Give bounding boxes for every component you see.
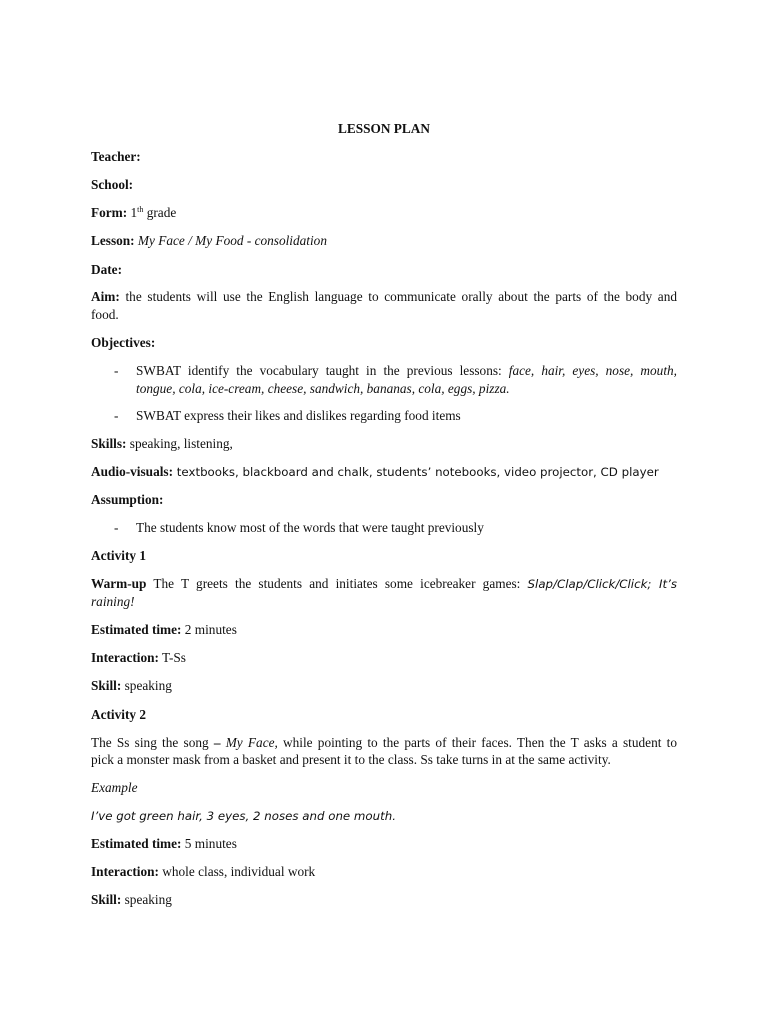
objective-2: SWBAT express their likes and dislikes regarding food items bbox=[136, 408, 461, 423]
activity-2-song: My Face, bbox=[220, 735, 278, 750]
activity-1-skill-value: speaking bbox=[121, 678, 172, 693]
form-grade-suffix: th bbox=[137, 205, 144, 214]
objective-1-words-1: face, hair, eyes, nose, mouth, bbox=[508, 363, 677, 378]
form-label: Form: bbox=[91, 205, 128, 220]
skills-line bbox=[91, 436, 233, 452]
assumption-item: The students know most of the words that were taught previously bbox=[136, 520, 484, 535]
audio-visuals-value: textbooks, blackboard and chalk, students’ notebooks, video projector, CD player bbox=[173, 465, 659, 479]
document-title: LESSON PLAN bbox=[338, 121, 430, 136]
activity-2-skill-label: Skill: bbox=[91, 892, 122, 907]
date-label: Date: bbox=[91, 262, 123, 277]
assumption-dash: - bbox=[114, 520, 119, 535]
skills-label: Skills: bbox=[91, 436, 127, 451]
activity-1-interaction-value: T-Ss bbox=[158, 650, 186, 665]
activity-2-time-value: 5 minutes bbox=[181, 836, 237, 851]
assumption-label: Assumption: bbox=[91, 492, 164, 507]
audio-visuals-label: Audio-visuals: bbox=[91, 464, 174, 479]
activity-2-time-line bbox=[91, 836, 237, 852]
activity-2-time-label: Estimated time: bbox=[91, 836, 182, 851]
warmup-games: Slap/Clap/Click/Click; It’s bbox=[527, 577, 677, 591]
activity-1-time-label: Estimated time: bbox=[91, 622, 182, 637]
activity-2-interaction-label: Interaction: bbox=[91, 864, 159, 879]
activity-1-time-line bbox=[91, 622, 237, 638]
activity-1-skill-line bbox=[91, 678, 172, 694]
activity-2-skill-value: speaking bbox=[121, 892, 172, 907]
objective-1-dash: - bbox=[114, 363, 119, 378]
objectives-label: Objectives: bbox=[91, 335, 156, 350]
activity-2-text-a: The Ss sing the song bbox=[91, 735, 214, 750]
lesson-line bbox=[91, 233, 327, 249]
teacher-label: Teacher: bbox=[91, 149, 141, 164]
activity-2-line-1 bbox=[91, 735, 677, 751]
activity-2-dash: – bbox=[213, 735, 221, 750]
objective-2-dash: - bbox=[114, 408, 119, 423]
warmup-line-2: raining! bbox=[91, 594, 135, 609]
example-label: Example bbox=[91, 780, 138, 795]
form-line bbox=[91, 205, 176, 221]
aim-text-1: the students will use the English language to communicate orally about the parts of the body and bbox=[119, 289, 677, 304]
aim-line-2: food. bbox=[91, 307, 119, 322]
activity-1-heading: Activity 1 bbox=[91, 548, 147, 563]
warmup-text: The T greets the students and initiates some icebreaker games: bbox=[146, 576, 528, 591]
activity-2-interaction-line bbox=[91, 864, 315, 880]
activity-1-interaction-line bbox=[91, 650, 186, 666]
aim-line-1 bbox=[91, 289, 677, 305]
example-text: I’ve got green hair, 3 eyes, 2 noses and one mouth. bbox=[91, 809, 396, 823]
objective-1-prefix: SWBAT identify the vocabulary taught in the previous lessons: bbox=[136, 363, 509, 378]
activity-1-time-value: 2 minutes bbox=[181, 622, 237, 637]
objective-1-line-1 bbox=[136, 363, 677, 379]
objective-1-line-2: tongue, cola, ice-cream, cheese, sandwich, bananas, cola, eggs, pizza. bbox=[136, 381, 510, 396]
lesson-label: Lesson: bbox=[91, 233, 135, 248]
audio-visuals-line bbox=[91, 464, 659, 480]
activity-2-heading: Activity 2 bbox=[91, 707, 147, 722]
activity-2-skill-line bbox=[91, 892, 172, 908]
form-grade-text: grade bbox=[143, 205, 177, 220]
warmup-label: Warm-up bbox=[91, 576, 147, 591]
activity-1-interaction-label: Interaction: bbox=[91, 650, 159, 665]
school-label: School: bbox=[91, 177, 134, 192]
activity-1-skill-label: Skill: bbox=[91, 678, 122, 693]
lesson-value: My Face / My Food - consolidation bbox=[137, 233, 327, 248]
warmup-line-1 bbox=[91, 576, 677, 592]
form-grade-number: 1 bbox=[130, 205, 138, 220]
skills-value: speaking, listening, bbox=[126, 436, 233, 451]
activity-2-text-b: while pointing to the parts of their faces. Then the T asks a student to bbox=[277, 735, 677, 750]
activity-2-interaction-value: whole class, individual work bbox=[158, 864, 316, 879]
activity-2-line-2: pick a monster mask from a basket and present it to the class. Ss take turns in at the same activity. bbox=[91, 752, 611, 767]
aim-label: Aim: bbox=[91, 289, 120, 304]
